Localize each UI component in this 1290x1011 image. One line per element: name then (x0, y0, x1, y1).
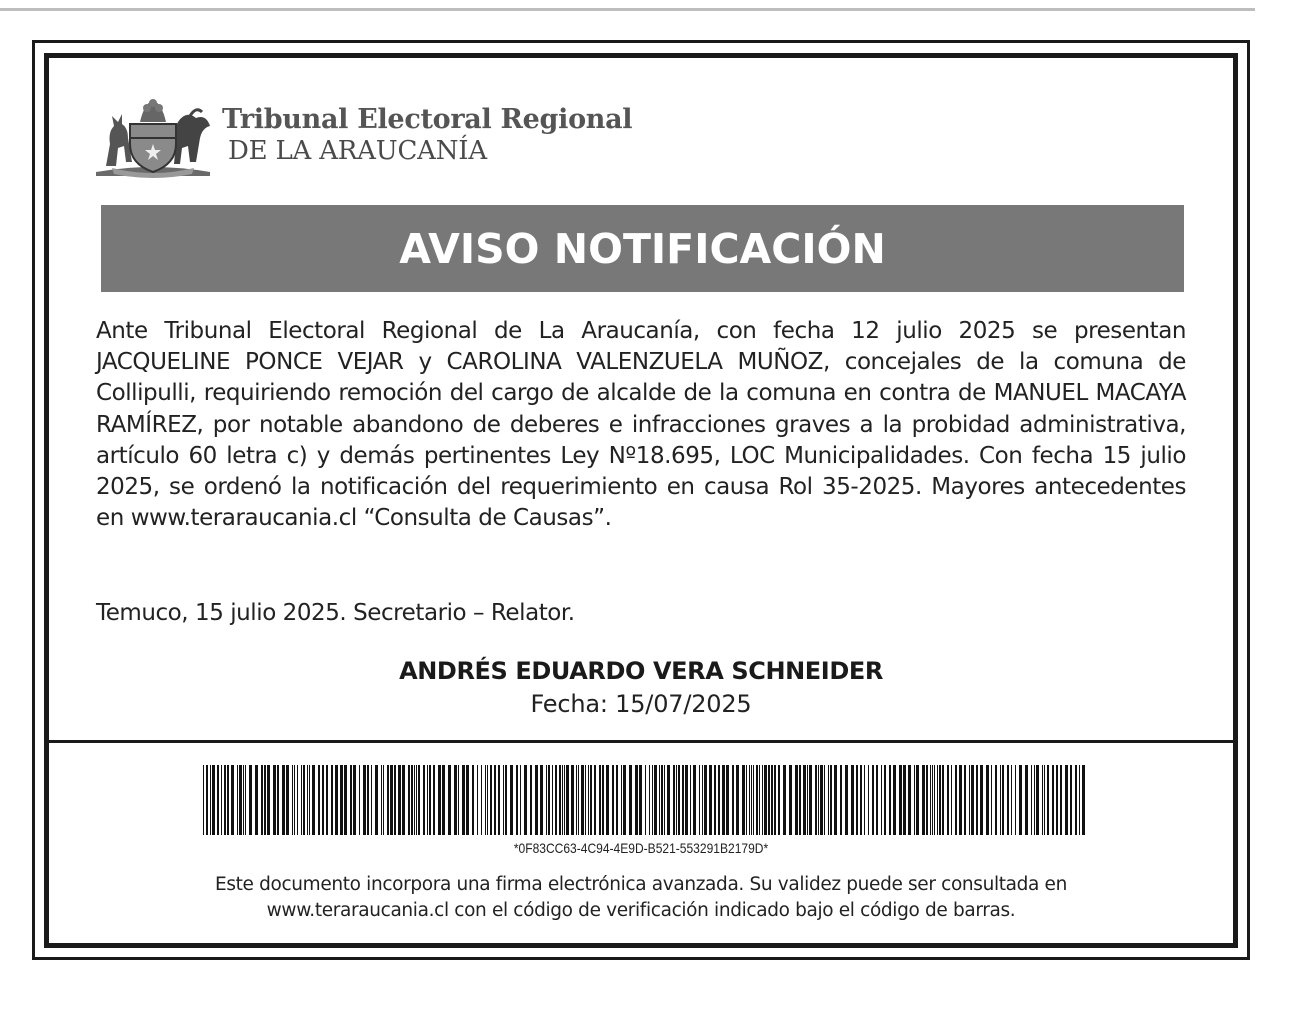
barcode-bar (872, 765, 874, 835)
barcode-bar (685, 765, 688, 835)
barcode-bar (353, 765, 356, 835)
barcode-bar (916, 765, 919, 835)
barcode-bar (237, 765, 238, 835)
barcode-bar (516, 765, 518, 835)
barcode-bar (964, 765, 966, 835)
barcode-bar (753, 765, 754, 835)
barcode-bar (621, 765, 622, 835)
barcode-bar (774, 765, 776, 835)
barcode-bar (402, 765, 405, 835)
barcode-bar (908, 765, 911, 835)
barcode-bar (530, 765, 532, 835)
barcode-bar (1031, 765, 1032, 835)
barcode-bar (318, 765, 320, 835)
barcode-bar (726, 765, 729, 835)
barcode-bar (893, 765, 896, 835)
signer-name: ANDRÉS EDUARDO VERA SCHNEIDER (399, 657, 883, 685)
org-region: DE LA ARAUCANÍA (228, 136, 487, 166)
barcode-bar (1079, 765, 1080, 835)
barcode-bar (344, 765, 347, 835)
barcode-bar (673, 765, 675, 835)
barcode-bar (856, 765, 858, 835)
barcode-bar (951, 765, 952, 835)
chilean-coat-of-arms-icon (92, 92, 214, 178)
barcode-bar (1019, 765, 1022, 835)
notice-title-banner (101, 205, 1184, 292)
barcode-bar (864, 765, 865, 835)
verification-note-line-2: www.teraraucania.cl con el código de verificación indicado bajo el código de barras. (266, 900, 1016, 921)
barcode-bar (1015, 765, 1016, 835)
barcode-bar (490, 765, 492, 835)
barcode-bar (416, 765, 417, 835)
barcode-bar (759, 765, 760, 835)
tribunal-header (92, 92, 632, 178)
barcode-bar (286, 765, 289, 835)
barcode-bar (477, 765, 478, 835)
barcode-bar (498, 765, 500, 835)
barcode-bar (1056, 765, 1058, 835)
barcode-bar (606, 765, 609, 835)
barcode-bar (307, 765, 308, 835)
verification-note-line-1: Este documento incorpora una firma electrónica avanzada. Su validez puede ser consultada en (215, 874, 1067, 895)
barcode-bar (359, 765, 360, 835)
barcode-bar (494, 765, 496, 835)
barcode-bar (768, 765, 770, 835)
barcode-bar (581, 765, 584, 835)
barcode-bar (340, 765, 343, 835)
barcode-bar (303, 765, 305, 835)
barcode-bar (292, 765, 293, 835)
barcode-bar (1000, 765, 1001, 835)
org-name-block (222, 104, 632, 166)
barcode-bar (481, 765, 482, 835)
barcode-bar (520, 765, 521, 835)
barcode-bar (555, 765, 557, 835)
barcode-bar (736, 765, 739, 835)
barcode-bar (629, 765, 632, 835)
barcode-bar (564, 765, 565, 835)
barcode-bar (429, 765, 431, 835)
barcode-bar (594, 765, 596, 835)
barcode-bar (818, 765, 819, 835)
barcode-bar (1007, 765, 1009, 835)
barcode-bar (939, 765, 941, 835)
barcode-bar (1025, 765, 1028, 835)
place-and-date: Temuco, 15 julio 2025. Secretario – Relator. (96, 600, 575, 626)
barcode-bar (423, 765, 425, 835)
barcode-bar (1034, 765, 1035, 835)
barcode-bar (231, 765, 234, 835)
barcode-bar (751, 765, 752, 835)
barcode-bar (566, 765, 569, 835)
barcode-bar (971, 765, 974, 835)
barcode-bar (562, 765, 563, 835)
barcode-bar (654, 765, 657, 835)
barcode-bar (367, 765, 369, 835)
barcode-bar (959, 765, 962, 835)
barcode-bar (661, 765, 663, 835)
barcode-bar (249, 765, 252, 835)
barcode-bar (375, 765, 378, 835)
barcode-bar (383, 765, 384, 835)
barcode-bar (778, 765, 780, 835)
barcode-bar (635, 765, 638, 835)
barcode-bar (834, 765, 837, 835)
barcode-bar (690, 765, 691, 835)
barcode-bar (649, 765, 650, 835)
barcode-bar (746, 765, 747, 835)
barcode-bar (472, 765, 474, 835)
barcode-bar (664, 765, 665, 835)
barcode-bar (914, 765, 915, 835)
barcode-bar (718, 765, 720, 835)
barcode-bar (394, 765, 396, 835)
barcode-bar (876, 765, 878, 835)
barcode-bar (969, 765, 970, 835)
barcode-bar (1044, 765, 1045, 835)
barcode-bar (390, 765, 393, 835)
barcode-bar (868, 765, 869, 835)
barcode-bar (294, 765, 295, 835)
barcode-bar (795, 765, 798, 835)
barcode-bar (505, 765, 507, 835)
barcode-bar (331, 765, 333, 835)
barcode-bar (1047, 765, 1049, 835)
barcode-bar (485, 765, 486, 835)
barcode-bar (466, 765, 469, 835)
barcode-bar (418, 765, 420, 835)
barcode-bar (799, 765, 801, 835)
barcode-bar (986, 765, 989, 835)
barcode-bar (709, 765, 712, 835)
barcode-bar (503, 765, 504, 835)
barcode-bar (227, 765, 229, 835)
barcode-bar (1042, 765, 1043, 835)
barcode-bar (210, 765, 211, 835)
barcode-bar (942, 765, 944, 835)
barcode-bar (326, 765, 328, 835)
top-divider (0, 8, 1255, 11)
barcode-bar (789, 765, 792, 835)
barcode-bar (224, 765, 226, 835)
barcode-bar (1065, 765, 1068, 835)
barcode-bar (487, 765, 488, 835)
barcode-bar (807, 765, 808, 835)
barcode-bar (820, 765, 823, 835)
barcode-bar (809, 765, 812, 835)
barcode-bar (732, 765, 734, 835)
barcode-bar (350, 765, 352, 835)
barcode-bar (273, 765, 276, 835)
barcode-bar (1060, 765, 1062, 835)
verification-note (100, 872, 1182, 924)
barcode-bar (659, 765, 660, 835)
barcode-bar (590, 765, 592, 835)
barcode-bar (454, 765, 457, 835)
notice-title: AVISO NOTIFICACIÓN (399, 224, 886, 273)
barcode-bar (937, 765, 938, 835)
barcode-bar (934, 765, 935, 835)
barcode-bar (851, 765, 854, 835)
barcode-bar (398, 765, 401, 835)
barcode-bar (771, 765, 773, 835)
barcode-bar (264, 765, 266, 835)
barcode-bar (991, 765, 992, 835)
barcode-bar (546, 765, 547, 835)
barcode-bar (881, 765, 882, 835)
barcode-bar (639, 765, 642, 835)
barcode-bar (255, 765, 258, 835)
barcode-bar (783, 765, 786, 835)
barcode-bar (408, 765, 410, 835)
org-name: Tribunal Electoral Regional (222, 104, 633, 135)
barcode-bar (645, 765, 646, 835)
barcode-bar (309, 765, 310, 835)
barcode-bar (678, 765, 680, 835)
barcode-bar (722, 765, 725, 835)
barcode-bar (239, 765, 242, 835)
barcode-bar (976, 765, 978, 835)
barcode-bar (206, 765, 208, 835)
barcode-bar (540, 765, 543, 835)
barcode-bar (1036, 765, 1039, 835)
barcode-bar (955, 765, 957, 835)
barcode-bar (1082, 765, 1085, 835)
barcode-bar (212, 765, 215, 835)
barcode-bar (840, 765, 842, 835)
barcode-bar (714, 765, 716, 835)
barcode-bar (277, 765, 279, 835)
barcode-bar (980, 765, 983, 835)
barcode-bar (312, 765, 315, 835)
barcode-bar (548, 765, 550, 835)
barcode-bar (462, 765, 465, 835)
barcode-bar (535, 765, 538, 835)
barcode-bar (845, 765, 848, 835)
barcode-bar (884, 765, 886, 835)
barcode-bar (267, 765, 270, 835)
barcode-bar (762, 765, 763, 835)
barcode-bar (588, 765, 589, 835)
barcode-bar (995, 765, 997, 835)
barcode-bar (510, 765, 513, 835)
barcode-bar (427, 765, 428, 835)
barcode-bar (756, 765, 758, 835)
barcode-bar (742, 765, 745, 835)
barcode-bar (926, 765, 928, 835)
barcode-bar (245, 765, 246, 835)
barcode-bar (322, 765, 324, 835)
barcode-bar (387, 765, 389, 835)
barcode-bar (803, 765, 806, 835)
barcode-bar (381, 765, 382, 835)
barcode-bar (458, 765, 459, 835)
barcode-bar (652, 765, 653, 835)
barcode-bar (749, 765, 750, 835)
barcode-bar (221, 765, 222, 835)
barcode-bar (899, 765, 902, 835)
notice-body: Ante Tribunal Electoral Regional de La Araucanía, con fecha 12 julio 2025 se presentan JACQUELINE PONCE VEJAR y CAROLINA VALENZUELA MUÑOZ, concejales de la comuna de Collipulli, requiriendo remoción del cargo de alcalde de la comuna en contra de MANUEL MACAYA RAMÍREZ, por notable abandono de deberes e infracciones graves a la probidad administrativa, artículo 60 letra c) y demás pertinentes Ley Nº18.695, LOC Municipalidades. Con fecha 15 julio 2025, se ordenó la notificación del requerimiento en causa Rol 35-2025. Mayores antecedentes en www.teraraucania.cl “Consulta de Causas”. (96, 318, 1186, 532)
barcode-bar (335, 765, 338, 835)
barcode-bar (585, 765, 586, 835)
barcode-bar (602, 765, 604, 835)
barcode-bar (828, 765, 829, 835)
barcode-code-text: *0F83CC63-4C94-4E9D-B521-553291B2179D* (513, 840, 769, 856)
barcode-bar (860, 765, 862, 835)
barcode-bar (524, 765, 527, 835)
barcode-bar (414, 765, 415, 835)
barcode-bar (815, 765, 817, 835)
verification-barcode (203, 765, 1085, 835)
barcode-bar (830, 765, 832, 835)
barcode-bar (682, 765, 684, 835)
barcode-bar (599, 765, 601, 835)
barcode-bar (203, 765, 204, 835)
barcode-bar (702, 765, 703, 835)
barcode-bar (301, 765, 302, 835)
barcode-bar (947, 765, 949, 835)
barcode-bar (571, 765, 574, 835)
barcode-bar (824, 765, 825, 835)
barcode-bar (1002, 765, 1004, 835)
barcode-bar (932, 765, 933, 835)
barcode-bar (438, 765, 441, 835)
section-divider (49, 740, 1233, 743)
barcode-bar (448, 765, 451, 835)
barcode-bar (433, 765, 435, 835)
barcode-bar (676, 765, 677, 835)
barcode-bar (667, 765, 670, 835)
barcode-bar (363, 765, 366, 835)
barcode-bar (217, 765, 219, 835)
barcode-bar (297, 765, 298, 835)
barcode-bar (930, 765, 931, 835)
barcode-bar (693, 765, 696, 835)
barcode-bar (764, 765, 767, 835)
barcode-bar (442, 765, 445, 835)
barcode-bar (576, 765, 577, 835)
barcode-bar (282, 765, 285, 835)
barcode-bar (889, 765, 891, 835)
barcode-bar (623, 765, 626, 835)
barcode-bar (616, 765, 618, 835)
signature-date: Fecha: 15/07/2025 (530, 690, 752, 718)
barcode-bar (1052, 765, 1054, 835)
barcode-bar (261, 765, 263, 835)
barcode-bar (704, 765, 707, 835)
barcode-bar (699, 765, 700, 835)
barcode-bar (371, 765, 372, 835)
barcode-bar (552, 765, 553, 835)
barcode-bar (243, 765, 244, 835)
barcode-bar (612, 765, 614, 835)
barcode-bar (903, 765, 906, 835)
barcode-bar (922, 765, 925, 835)
barcode-bar (1070, 765, 1072, 835)
barcode-bar (1011, 765, 1012, 835)
barcode-bar (411, 765, 413, 835)
barcode-bar (559, 765, 561, 835)
barcode-bar (578, 765, 579, 835)
barcode-bar (1075, 765, 1077, 835)
